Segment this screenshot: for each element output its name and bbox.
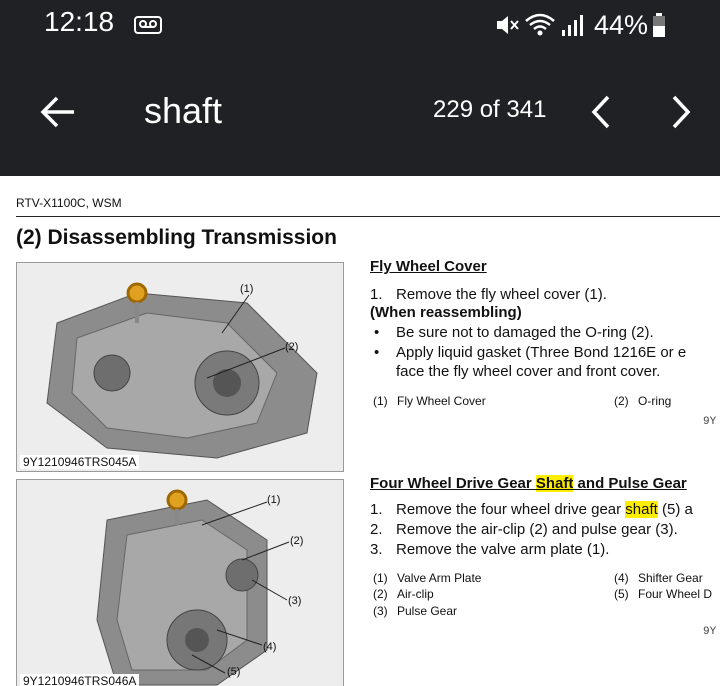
fourwd-legend-5: (5) Four Wheel D [614, 587, 713, 601]
back-arrow-icon[interactable] [40, 95, 76, 129]
status-icons [494, 10, 666, 40]
header-rule [16, 216, 720, 217]
fourwd-code: 9Y [703, 626, 717, 638]
fourwd-step-1: 1. Remove the four wheel drive gear shaft (5) a [370, 501, 693, 518]
mute-icon [494, 12, 520, 38]
fourwd-legend-2: (2) Air-clip [373, 587, 434, 601]
figure-code: 9Y1210946TRS046A [20, 674, 139, 686]
fourwd-step-2: 2. Remove the air-clip (2) and pulse gear (3). [370, 521, 678, 538]
doc-header: RTV-X1100C, WSM [16, 196, 122, 210]
flywheel-step-1: 1. Remove the fly wheel cover (1). [370, 286, 607, 303]
next-match-button[interactable] [668, 94, 694, 130]
callout-5: (5) [227, 666, 241, 678]
flywheel-bullet-2: • Apply liquid gasket (Three Bond 1216E or e [374, 344, 687, 361]
flywheel-legend-2: (2) O-ring [614, 394, 672, 408]
status-time: 12:18 [44, 6, 115, 37]
transmission-image-1 [17, 263, 343, 471]
battery-icon [652, 12, 666, 38]
fourwd-legend-1: (1) Valve Arm Plate [373, 571, 482, 585]
voicemail-icon [134, 16, 162, 34]
fourwd-heading: Four Wheel Drive Gear Shaft and Pulse Gear [370, 475, 687, 492]
flywheel-heading: Fly Wheel Cover [370, 258, 487, 275]
app-bar [0, 0, 720, 176]
section-title: (2) Disassembling Transmission [16, 226, 337, 249]
flywheel-code: 9Y [703, 416, 717, 428]
match-counter: 229 of 341 [433, 96, 547, 123]
callout-1: (1) [267, 494, 281, 506]
callout-2: (2) [290, 535, 304, 547]
transmission-photo-2 [16, 479, 344, 686]
fourwd-legend-4: (4) Shifter Gear [614, 571, 703, 585]
flywheel-bullet-1: • Be sure not to damaged the O-ring (2). [374, 324, 654, 341]
reassembly-note: (When reassembling) [370, 304, 522, 321]
transmission-image-2 [17, 480, 343, 686]
previous-match-button[interactable] [588, 94, 614, 130]
callout-1: (1) [240, 283, 254, 295]
search-highlight: shaft [625, 501, 658, 518]
pdf-page [0, 176, 720, 686]
wifi-icon [524, 12, 556, 38]
figure-code: 9Y1210946TRS045A [20, 455, 139, 469]
fourwd-step-3: 3. Remove the valve arm plate (1). [370, 541, 610, 558]
search-query[interactable]: shaft [144, 90, 223, 131]
callout-2: (2) [285, 341, 299, 353]
battery-percent: 44% [594, 9, 649, 40]
callout-3: (3) [288, 595, 302, 607]
fourwd-legend-3: (3) Pulse Gear [373, 604, 458, 618]
callout-4: (4) [263, 641, 277, 653]
signal-icon [560, 12, 586, 38]
search-highlight: Shaft [535, 475, 574, 492]
transmission-photo-1 [16, 262, 344, 472]
flywheel-bullet-2-cont: face the fly wheel cover and front cover. [396, 363, 661, 380]
flywheel-legend-1: (1) Fly Wheel Cover [373, 394, 486, 408]
